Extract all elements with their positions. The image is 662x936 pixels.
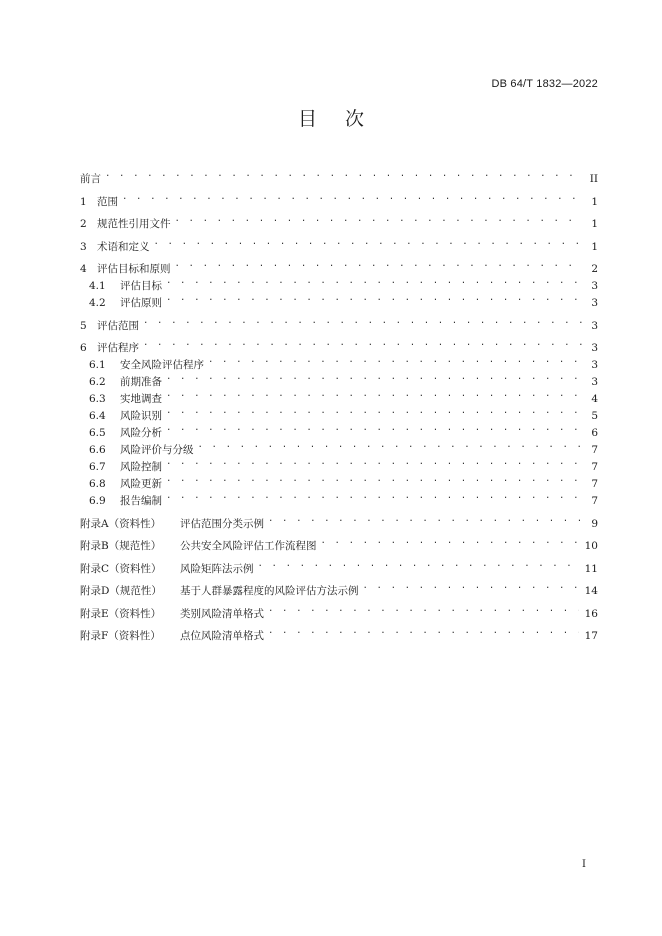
toc-entry-number: 1 <box>80 195 87 208</box>
toc-entry-label: 风险矩阵法示例 <box>180 562 254 575</box>
toc-entry-page: 7 <box>591 461 598 473</box>
toc-entry-number: 附录E（资料性） <box>80 607 162 620</box>
page-number: I <box>582 859 586 870</box>
toc-entry-number: 6.8 <box>89 478 106 490</box>
toc-entry[interactable] <box>80 601 598 620</box>
toc-entry-label: 评估原则 <box>120 297 162 309</box>
dot-leader <box>152 234 583 250</box>
toc-entry-label: 评估目标和原则 <box>97 263 171 275</box>
toc-entry-number: 附录B（规范性） <box>80 540 162 552</box>
toc-entry-label: 评估范围 <box>97 319 139 332</box>
toc-entry[interactable] <box>80 335 598 354</box>
dot-leader <box>120 189 582 205</box>
dot-leader <box>164 273 582 289</box>
dot-leader <box>164 454 582 470</box>
toc-entry[interactable] <box>80 533 598 552</box>
toc-entry-label: 风险评价与分级 <box>120 444 194 456</box>
toc-entry-number: 6 <box>80 342 87 354</box>
toc-entry-number: 6.4 <box>89 410 106 422</box>
toc-entry-page: 6 <box>591 427 598 439</box>
toc-entry[interactable] <box>80 256 598 275</box>
toc-entry-page: 3 <box>591 319 598 332</box>
document-code: DB 64/T 1832—2022 <box>491 78 598 90</box>
toc-entry-number: 附录A（资料性） <box>80 517 162 530</box>
toc-entry-label: 前言 <box>80 173 101 185</box>
toc-entry-number: 6.7 <box>89 461 106 473</box>
toc-entry-number: 6.9 <box>89 495 106 507</box>
toc-entry-label: 风险控制 <box>120 461 162 473</box>
dot-leader <box>164 471 582 487</box>
toc-entry-number: 3 <box>80 240 87 253</box>
toc-entry-page: II <box>589 173 598 185</box>
toc-entry[interactable] <box>80 556 598 575</box>
dot-leader <box>141 313 582 329</box>
toc-entry-number: 附录C（资料性） <box>80 562 162 575</box>
toc-entry-page: 10 <box>584 540 598 552</box>
dot-leader <box>141 335 582 351</box>
toc-entry-number: 4.1 <box>89 280 106 292</box>
toc-entry-page: 3 <box>591 297 598 309</box>
dot-leader <box>164 386 582 402</box>
toc-entry-label: 评估目标 <box>120 280 162 292</box>
toc-entry-page: 3 <box>591 280 598 292</box>
toc-entry-label: 点位风险清单格式 <box>180 630 264 642</box>
dot-leader <box>164 420 582 436</box>
toc-entry-page: 7 <box>591 495 598 507</box>
toc-entry-page: 14 <box>584 585 598 597</box>
toc-entry-label: 报告编制 <box>120 495 162 507</box>
dot-leader <box>173 256 583 272</box>
toc-entry-page: 1 <box>591 240 598 253</box>
toc-entry-label: 术语和定义 <box>97 240 150 253</box>
dot-leader <box>256 556 579 572</box>
toc-entry-label: 范围 <box>97 195 118 208</box>
dot-leader <box>164 290 582 306</box>
toc-entry-label: 规范性引用文件 <box>97 218 171 230</box>
toc-entry-label: 公共安全风险评估工作流程图 <box>180 540 317 552</box>
toc-entry[interactable] <box>80 189 598 208</box>
toc-entry-number: 6.5 <box>89 427 106 439</box>
toc-entry-number: 6.2 <box>89 376 106 388</box>
toc-entry-page: 7 <box>591 478 598 490</box>
toc-entry-label: 前期准备 <box>120 376 162 388</box>
toc-entry-number: 2 <box>80 218 87 230</box>
toc-entry-label: 风险分析 <box>120 427 162 439</box>
toc-entry-page: 7 <box>591 444 598 456</box>
toc-entry[interactable] <box>80 211 598 230</box>
toc-entry-page: 4 <box>591 393 598 405</box>
toc-entry[interactable] <box>80 234 598 253</box>
toc-entry-label: 风险识别 <box>120 410 162 422</box>
dot-leader <box>164 403 582 419</box>
toc-entry-number: 6.6 <box>89 444 106 456</box>
page-title: 目 次 <box>297 108 365 130</box>
toc-entry-page: 16 <box>584 607 598 620</box>
dot-leader <box>103 166 582 182</box>
toc-entry[interactable] <box>80 166 598 185</box>
toc-entry-label: 评估范围分类示例 <box>180 517 264 530</box>
dot-leader <box>266 511 582 527</box>
toc-entry-label: 基于人群暴露程度的风险评估方法示例 <box>180 585 359 597</box>
toc-entry[interactable] <box>80 511 598 530</box>
toc-entry-number: 附录F（资料性） <box>80 630 161 642</box>
dot-leader <box>196 437 583 453</box>
dot-leader <box>164 369 582 385</box>
toc-entry-label: 安全风险评估程序 <box>120 359 204 371</box>
toc-entry-page: 1 <box>591 195 598 208</box>
toc-entry-page: 3 <box>591 342 598 354</box>
dot-leader <box>319 533 579 549</box>
dot-leader <box>206 352 582 368</box>
toc-entry-page: 2 <box>591 263 598 275</box>
toc-entry-number: 6.3 <box>89 393 106 405</box>
toc-entry-page: 11 <box>584 562 598 575</box>
toc-entry-page: 3 <box>591 359 598 371</box>
toc-entry-number: 4 <box>80 263 87 275</box>
dot-leader <box>173 211 583 227</box>
toc-entry-number: 附录D（规范性） <box>80 585 162 597</box>
toc-entry-label: 评估程序 <box>97 342 139 354</box>
toc-entry-page: 9 <box>591 517 598 530</box>
dot-leader <box>164 488 582 504</box>
toc-entry-number: 4.2 <box>89 297 106 309</box>
toc-entry[interactable] <box>80 623 598 642</box>
toc-entry-label: 实地调查 <box>120 393 162 405</box>
dot-leader <box>361 578 579 594</box>
toc-entry-page: 1 <box>591 218 598 230</box>
dot-leader <box>266 601 579 617</box>
toc-entry[interactable] <box>80 352 598 371</box>
table-of-contents <box>80 166 598 642</box>
toc-entry-page: 5 <box>591 410 598 422</box>
toc-entry-page: 17 <box>584 630 598 642</box>
toc-entry-page: 3 <box>591 376 598 388</box>
toc-entry-label: 风险更新 <box>120 478 162 490</box>
toc-entry-number: 5 <box>80 319 87 332</box>
toc-entry[interactable] <box>80 313 598 332</box>
dot-leader <box>266 623 579 639</box>
toc-entry-label: 类别风险清单格式 <box>180 607 264 620</box>
toc-entry[interactable] <box>80 578 598 597</box>
toc-entry-number: 6.1 <box>89 359 106 371</box>
